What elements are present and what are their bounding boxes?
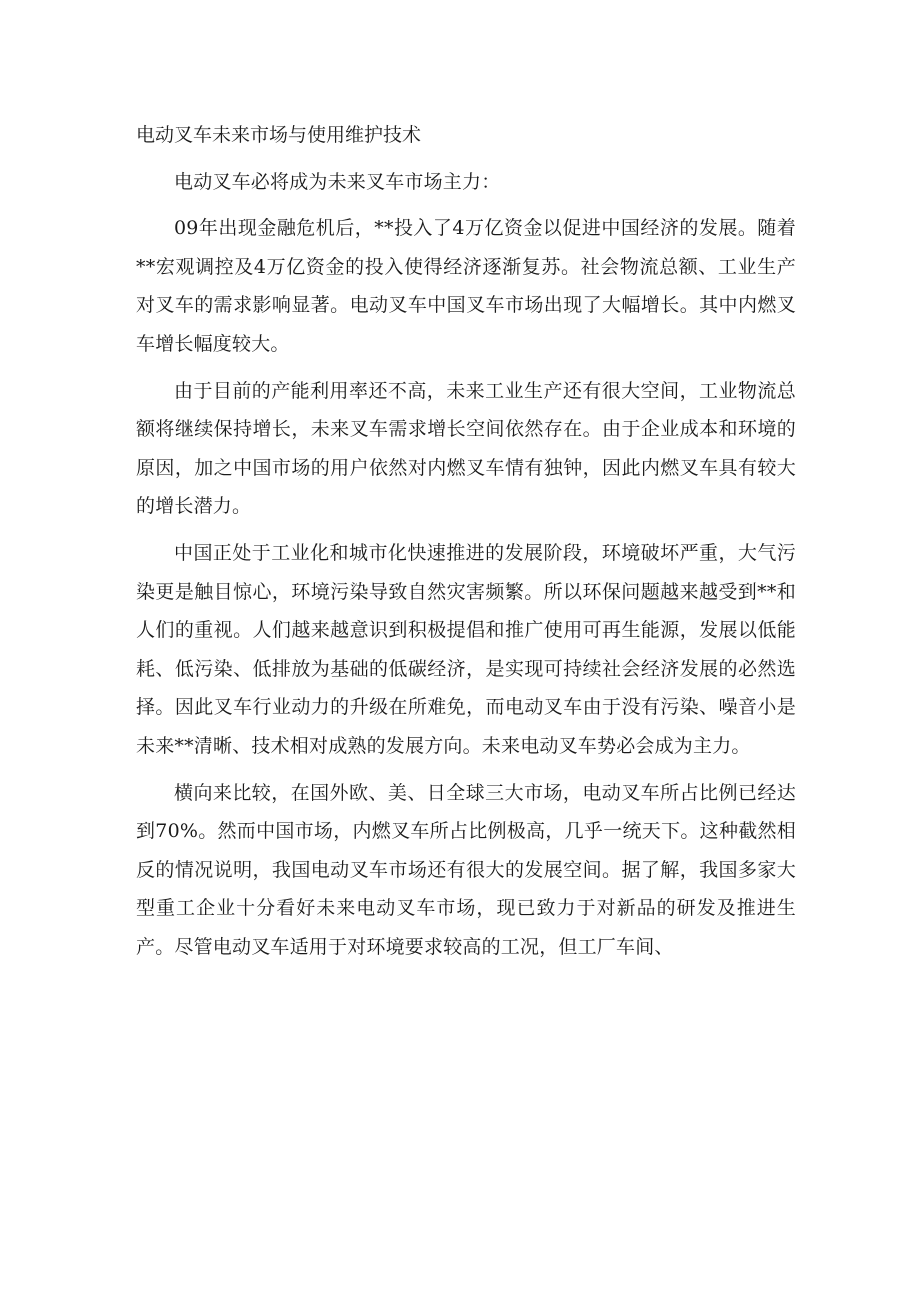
paragraph-comparison: 横向来比较，在国外欧、美、日全球三大市场，电动叉车所占比例已经达到70%。然而中国市场，内燃叉车所占比例极高，几乎一统天下。这种截然相反的情况说明，我国电动叉车市场还有很大的发展空间。据了解，我国多家大型重工企业十分看好未来电动叉车市场，现已致力于对新品的研发及推进生产。尽管电动叉车适用于对环境要求较高的工况，但工厂车间、 bbox=[136, 781, 796, 958]
paragraph-environment: 中国正处于工业化和城市化快速推进的发展阶段，环境破坏严重，大气污染更是触目惊心，环境污染导致自然灾害频繁。所以环保问题越来越受到**和人们的重视。人们越来越意识到积极提倡和推广使用可再生能源，发展以低能耗、低污染、低排放为基础的低碳经济，是实现可持续社会经济发展的必然选择。因此叉车行业动力的升级在所难免，而电动叉车由于没有污染、噪音小是未来**清晰、技术相对成熟的发展方向。未来电动叉车势必会成为主力。 bbox=[136, 541, 796, 757]
document-body bbox=[136, 116, 796, 966]
paragraph-capacity: 由于目前的产能利用率还不高，未来工业生产还有很大空间，工业物流总额将继续保持增长，未来叉车需求增长空间依然存在。由于企业成本和环境的原因，加之中国市场的用户依然对内燃叉车情有独钟，因此内燃叉车具有较大的增长潜力。 bbox=[136, 379, 796, 518]
paragraph-financial-crisis: 09年出现金融危机后，**投入了4万亿资金以促进中国经济的发展。随着**宏观调控及4万亿资金的投入使得经济逐渐复苏。社会物流总额、工业生产对叉车的需求影响显著。电动叉车中国叉车市场出现了大幅增长。其中内燃叉车增长幅度较大。 bbox=[136, 217, 796, 355]
document-title: 电动叉车未来市场与使用维护技术 bbox=[136, 124, 422, 146]
paragraph-intro: 电动叉车必将成为未来叉车市场主力： bbox=[174, 170, 501, 193]
